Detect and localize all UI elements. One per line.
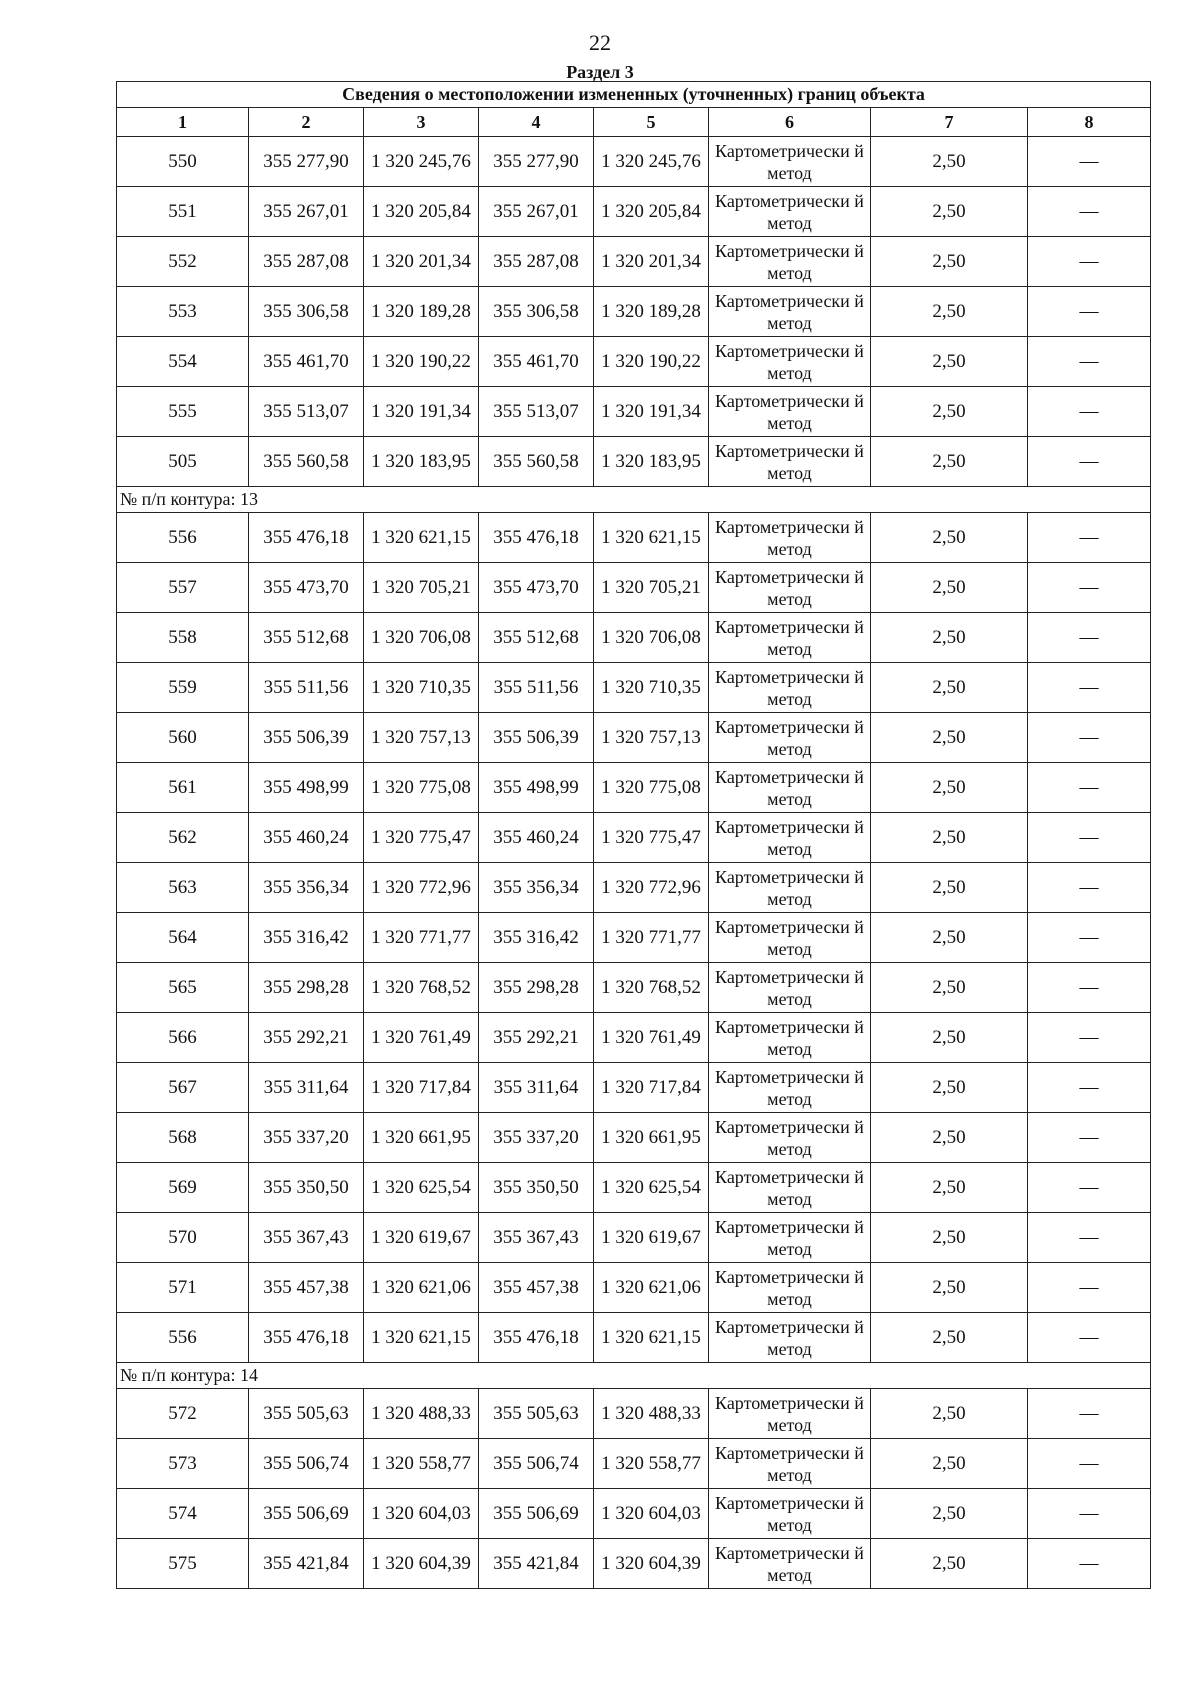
x-existing-cell: 355 513,07 bbox=[249, 387, 364, 437]
y-existing-cell: 1 320 761,49 bbox=[364, 1013, 479, 1063]
description-cell: — bbox=[1028, 763, 1151, 813]
x-new-cell: 355 476,18 bbox=[479, 1313, 594, 1363]
contour-label: № п/п контура: 14 bbox=[117, 1363, 1151, 1389]
y-new-cell: 1 320 775,47 bbox=[594, 813, 709, 863]
table-row bbox=[117, 1213, 1151, 1263]
y-new-cell: 1 320 706,08 bbox=[594, 613, 709, 663]
description-cell: — bbox=[1028, 387, 1151, 437]
description-cell: — bbox=[1028, 1439, 1151, 1489]
accuracy-cell: 2,50 bbox=[871, 513, 1028, 563]
accuracy-cell: 2,50 bbox=[871, 563, 1028, 613]
point-number-cell: 556 bbox=[117, 1313, 249, 1363]
x-existing-cell: 355 506,74 bbox=[249, 1439, 364, 1489]
column-header: 3 bbox=[364, 108, 479, 137]
y-new-cell: 1 320 558,77 bbox=[594, 1439, 709, 1489]
method-cell: Картометрически й метод bbox=[709, 663, 871, 713]
y-existing-cell: 1 320 775,08 bbox=[364, 763, 479, 813]
method-cell: Картометрически й метод bbox=[709, 813, 871, 863]
point-number-cell: 505 bbox=[117, 437, 249, 487]
x-existing-cell: 355 350,50 bbox=[249, 1163, 364, 1213]
table-row bbox=[117, 1389, 1151, 1439]
point-number-cell: 559 bbox=[117, 663, 249, 713]
y-new-cell: 1 320 604,39 bbox=[594, 1539, 709, 1589]
table-row bbox=[117, 237, 1151, 287]
table-row bbox=[117, 763, 1151, 813]
point-number-cell: 571 bbox=[117, 1263, 249, 1313]
x-new-cell: 355 506,39 bbox=[479, 713, 594, 763]
table-row bbox=[117, 863, 1151, 913]
table-row bbox=[117, 1489, 1151, 1539]
description-cell: — bbox=[1028, 437, 1151, 487]
accuracy-cell: 2,50 bbox=[871, 1313, 1028, 1363]
column-header-row bbox=[117, 108, 1151, 137]
table-caption: Сведения о местоположении измененных (уточненных) границ объекта bbox=[117, 82, 1151, 108]
point-number-cell: 563 bbox=[117, 863, 249, 913]
table-row bbox=[117, 287, 1151, 337]
point-number-cell: 558 bbox=[117, 613, 249, 663]
column-header: 2 bbox=[249, 108, 364, 137]
accuracy-cell: 2,50 bbox=[871, 863, 1028, 913]
method-cell: Картометрически й метод bbox=[709, 963, 871, 1013]
point-number-cell: 553 bbox=[117, 287, 249, 337]
y-existing-cell: 1 320 621,15 bbox=[364, 513, 479, 563]
x-new-cell: 355 473,70 bbox=[479, 563, 594, 613]
point-number-cell: 573 bbox=[117, 1439, 249, 1489]
x-existing-cell: 355 476,18 bbox=[249, 1313, 364, 1363]
description-cell: — bbox=[1028, 1389, 1151, 1439]
x-new-cell: 355 457,38 bbox=[479, 1263, 594, 1313]
point-number-cell: 552 bbox=[117, 237, 249, 287]
accuracy-cell: 2,50 bbox=[871, 387, 1028, 437]
accuracy-cell: 2,50 bbox=[871, 287, 1028, 337]
table-row bbox=[117, 913, 1151, 963]
method-cell: Картометрически й метод bbox=[709, 187, 871, 237]
table-row bbox=[117, 137, 1151, 187]
accuracy-cell: 2,50 bbox=[871, 137, 1028, 187]
x-new-cell: 355 277,90 bbox=[479, 137, 594, 187]
method-cell: Картометрически й метод bbox=[709, 913, 871, 963]
table-row bbox=[117, 1313, 1151, 1363]
y-new-cell: 1 320 771,77 bbox=[594, 913, 709, 963]
x-new-cell: 355 311,64 bbox=[479, 1063, 594, 1113]
column-header: 8 bbox=[1028, 108, 1151, 137]
x-new-cell: 355 306,58 bbox=[479, 287, 594, 337]
y-existing-cell: 1 320 661,95 bbox=[364, 1113, 479, 1163]
description-cell: — bbox=[1028, 287, 1151, 337]
y-new-cell: 1 320 191,34 bbox=[594, 387, 709, 437]
method-cell: Картометрически й метод bbox=[709, 1013, 871, 1063]
x-new-cell: 355 367,43 bbox=[479, 1213, 594, 1263]
column-header: 7 bbox=[871, 108, 1028, 137]
y-new-cell: 1 320 661,95 bbox=[594, 1113, 709, 1163]
x-existing-cell: 355 457,38 bbox=[249, 1263, 364, 1313]
y-existing-cell: 1 320 604,39 bbox=[364, 1539, 479, 1589]
method-cell: Картометрически й метод bbox=[709, 1439, 871, 1489]
method-cell: Картометрически й метод bbox=[709, 1263, 871, 1313]
y-new-cell: 1 320 761,49 bbox=[594, 1013, 709, 1063]
y-new-cell: 1 320 621,15 bbox=[594, 513, 709, 563]
table-row bbox=[117, 1439, 1151, 1489]
table-body bbox=[117, 82, 1151, 1589]
x-new-cell: 355 511,56 bbox=[479, 663, 594, 713]
table-row bbox=[117, 713, 1151, 763]
table-row bbox=[117, 187, 1151, 237]
x-existing-cell: 355 277,90 bbox=[249, 137, 364, 187]
table-row bbox=[117, 563, 1151, 613]
point-number-cell: 574 bbox=[117, 1489, 249, 1539]
description-cell: — bbox=[1028, 663, 1151, 713]
x-new-cell: 355 337,20 bbox=[479, 1113, 594, 1163]
table-row bbox=[117, 1263, 1151, 1313]
description-cell: — bbox=[1028, 613, 1151, 663]
point-number-cell: 568 bbox=[117, 1113, 249, 1163]
point-number-cell: 567 bbox=[117, 1063, 249, 1113]
y-existing-cell: 1 320 757,13 bbox=[364, 713, 479, 763]
accuracy-cell: 2,50 bbox=[871, 1113, 1028, 1163]
y-existing-cell: 1 320 625,54 bbox=[364, 1163, 479, 1213]
x-existing-cell: 355 511,56 bbox=[249, 663, 364, 713]
description-cell: — bbox=[1028, 1013, 1151, 1063]
x-new-cell: 355 350,50 bbox=[479, 1163, 594, 1213]
point-number-cell: 556 bbox=[117, 513, 249, 563]
accuracy-cell: 2,50 bbox=[871, 337, 1028, 387]
accuracy-cell: 2,50 bbox=[871, 663, 1028, 713]
point-number-cell: 561 bbox=[117, 763, 249, 813]
description-cell: — bbox=[1028, 963, 1151, 1013]
y-new-cell: 1 320 705,21 bbox=[594, 563, 709, 613]
x-existing-cell: 355 560,58 bbox=[249, 437, 364, 487]
description-cell: — bbox=[1028, 1063, 1151, 1113]
point-number-cell: 557 bbox=[117, 563, 249, 613]
point-number-cell: 572 bbox=[117, 1389, 249, 1439]
x-new-cell: 355 421,84 bbox=[479, 1539, 594, 1589]
method-cell: Картометрически й метод bbox=[709, 713, 871, 763]
x-new-cell: 355 292,21 bbox=[479, 1013, 594, 1063]
method-cell: Картометрически й метод bbox=[709, 1313, 871, 1363]
description-cell: — bbox=[1028, 1213, 1151, 1263]
table-caption-row bbox=[117, 82, 1151, 108]
description-cell: — bbox=[1028, 913, 1151, 963]
table-row bbox=[117, 437, 1151, 487]
y-new-cell: 1 320 621,06 bbox=[594, 1263, 709, 1313]
x-existing-cell: 355 461,70 bbox=[249, 337, 364, 387]
x-existing-cell: 355 506,69 bbox=[249, 1489, 364, 1539]
description-cell: — bbox=[1028, 1539, 1151, 1589]
y-new-cell: 1 320 245,76 bbox=[594, 137, 709, 187]
x-new-cell: 355 476,18 bbox=[479, 513, 594, 563]
accuracy-cell: 2,50 bbox=[871, 237, 1028, 287]
description-cell: — bbox=[1028, 1113, 1151, 1163]
y-new-cell: 1 320 488,33 bbox=[594, 1389, 709, 1439]
y-new-cell: 1 320 710,35 bbox=[594, 663, 709, 713]
point-number-cell: 565 bbox=[117, 963, 249, 1013]
table-row bbox=[117, 1063, 1151, 1113]
y-existing-cell: 1 320 558,77 bbox=[364, 1439, 479, 1489]
y-new-cell: 1 320 201,34 bbox=[594, 237, 709, 287]
description-cell: — bbox=[1028, 1163, 1151, 1213]
method-cell: Картометрически й метод bbox=[709, 1389, 871, 1439]
x-new-cell: 355 560,58 bbox=[479, 437, 594, 487]
description-cell: — bbox=[1028, 813, 1151, 863]
table-row bbox=[117, 613, 1151, 663]
point-number-cell: 562 bbox=[117, 813, 249, 863]
section-title: Раздел 3 bbox=[566, 62, 634, 82]
method-cell: Картометрически й метод bbox=[709, 1113, 871, 1163]
accuracy-cell: 2,50 bbox=[871, 187, 1028, 237]
contour-row bbox=[117, 487, 1151, 513]
accuracy-cell: 2,50 bbox=[871, 437, 1028, 487]
y-new-cell: 1 320 183,95 bbox=[594, 437, 709, 487]
description-cell: — bbox=[1028, 187, 1151, 237]
y-existing-cell: 1 320 183,95 bbox=[364, 437, 479, 487]
accuracy-cell: 2,50 bbox=[871, 1489, 1028, 1539]
table-row bbox=[117, 1539, 1151, 1589]
x-existing-cell: 355 311,64 bbox=[249, 1063, 364, 1113]
description-cell: — bbox=[1028, 713, 1151, 763]
table-row bbox=[117, 663, 1151, 713]
y-existing-cell: 1 320 706,08 bbox=[364, 613, 479, 663]
point-number-cell: 560 bbox=[117, 713, 249, 763]
table-row bbox=[117, 1013, 1151, 1063]
accuracy-cell: 2,50 bbox=[871, 813, 1028, 863]
point-number-cell: 554 bbox=[117, 337, 249, 387]
y-existing-cell: 1 320 772,96 bbox=[364, 863, 479, 913]
y-existing-cell: 1 320 205,84 bbox=[364, 187, 479, 237]
y-existing-cell: 1 320 189,28 bbox=[364, 287, 479, 337]
page-number: 22 bbox=[589, 30, 611, 55]
accuracy-cell: 2,50 bbox=[871, 1263, 1028, 1313]
method-cell: Картометрически й метод bbox=[709, 237, 871, 287]
y-new-cell: 1 320 205,84 bbox=[594, 187, 709, 237]
x-new-cell: 355 505,63 bbox=[479, 1389, 594, 1439]
contour-row bbox=[117, 1363, 1151, 1389]
y-new-cell: 1 320 189,28 bbox=[594, 287, 709, 337]
table-row bbox=[117, 337, 1151, 387]
x-new-cell: 355 356,34 bbox=[479, 863, 594, 913]
description-cell: — bbox=[1028, 237, 1151, 287]
description-cell: — bbox=[1028, 137, 1151, 187]
accuracy-cell: 2,50 bbox=[871, 913, 1028, 963]
x-existing-cell: 355 298,28 bbox=[249, 963, 364, 1013]
method-cell: Картометрически й метод bbox=[709, 387, 871, 437]
table-row bbox=[117, 813, 1151, 863]
y-new-cell: 1 320 757,13 bbox=[594, 713, 709, 763]
x-existing-cell: 355 505,63 bbox=[249, 1389, 364, 1439]
x-existing-cell: 355 476,18 bbox=[249, 513, 364, 563]
accuracy-cell: 2,50 bbox=[871, 1013, 1028, 1063]
x-existing-cell: 355 421,84 bbox=[249, 1539, 364, 1589]
coordinates-table bbox=[116, 81, 1151, 1589]
x-existing-cell: 355 306,58 bbox=[249, 287, 364, 337]
accuracy-cell: 2,50 bbox=[871, 763, 1028, 813]
table-row bbox=[117, 1163, 1151, 1213]
method-cell: Картометрически й метод bbox=[709, 863, 871, 913]
y-existing-cell: 1 320 245,76 bbox=[364, 137, 479, 187]
method-cell: Картометрически й метод bbox=[709, 1489, 871, 1539]
method-cell: Картометрически й метод bbox=[709, 763, 871, 813]
description-cell: — bbox=[1028, 513, 1151, 563]
x-existing-cell: 355 498,99 bbox=[249, 763, 364, 813]
method-cell: Картометрически й метод bbox=[709, 563, 871, 613]
y-new-cell: 1 320 621,15 bbox=[594, 1313, 709, 1363]
table-row bbox=[117, 513, 1151, 563]
x-existing-cell: 355 292,21 bbox=[249, 1013, 364, 1063]
x-existing-cell: 355 267,01 bbox=[249, 187, 364, 237]
accuracy-cell: 2,50 bbox=[871, 1389, 1028, 1439]
method-cell: Картометрически й метод bbox=[709, 287, 871, 337]
y-new-cell: 1 320 625,54 bbox=[594, 1163, 709, 1213]
description-cell: — bbox=[1028, 863, 1151, 913]
x-new-cell: 355 287,08 bbox=[479, 237, 594, 287]
column-header: 6 bbox=[709, 108, 871, 137]
x-existing-cell: 355 316,42 bbox=[249, 913, 364, 963]
x-existing-cell: 355 287,08 bbox=[249, 237, 364, 287]
x-new-cell: 355 512,68 bbox=[479, 613, 594, 663]
method-cell: Картометрически й метод bbox=[709, 337, 871, 387]
method-cell: Картометрически й метод bbox=[709, 613, 871, 663]
table-row bbox=[117, 963, 1151, 1013]
point-number-cell: 569 bbox=[117, 1163, 249, 1213]
y-existing-cell: 1 320 768,52 bbox=[364, 963, 479, 1013]
accuracy-cell: 2,50 bbox=[871, 1213, 1028, 1263]
x-new-cell: 355 506,69 bbox=[479, 1489, 594, 1539]
y-existing-cell: 1 320 705,21 bbox=[364, 563, 479, 613]
y-new-cell: 1 320 772,96 bbox=[594, 863, 709, 913]
point-number-cell: 550 bbox=[117, 137, 249, 187]
accuracy-cell: 2,50 bbox=[871, 1539, 1028, 1589]
y-existing-cell: 1 320 604,03 bbox=[364, 1489, 479, 1539]
x-new-cell: 355 316,42 bbox=[479, 913, 594, 963]
column-header: 5 bbox=[594, 108, 709, 137]
y-new-cell: 1 320 190,22 bbox=[594, 337, 709, 387]
y-existing-cell: 1 320 775,47 bbox=[364, 813, 479, 863]
point-number-cell: 555 bbox=[117, 387, 249, 437]
y-existing-cell: 1 320 717,84 bbox=[364, 1063, 479, 1113]
x-new-cell: 355 460,24 bbox=[479, 813, 594, 863]
y-existing-cell: 1 320 201,34 bbox=[364, 237, 479, 287]
x-existing-cell: 355 512,68 bbox=[249, 613, 364, 663]
point-number-cell: 575 bbox=[117, 1539, 249, 1589]
x-existing-cell: 355 356,34 bbox=[249, 863, 364, 913]
description-cell: — bbox=[1028, 1313, 1151, 1363]
x-new-cell: 355 498,99 bbox=[479, 763, 594, 813]
column-header: 1 bbox=[117, 108, 249, 137]
point-number-cell: 570 bbox=[117, 1213, 249, 1263]
x-existing-cell: 355 473,70 bbox=[249, 563, 364, 613]
table-row bbox=[117, 387, 1151, 437]
x-existing-cell: 355 367,43 bbox=[249, 1213, 364, 1263]
x-new-cell: 355 513,07 bbox=[479, 387, 594, 437]
accuracy-cell: 2,50 bbox=[871, 963, 1028, 1013]
y-new-cell: 1 320 604,03 bbox=[594, 1489, 709, 1539]
x-new-cell: 355 461,70 bbox=[479, 337, 594, 387]
table-row bbox=[117, 1113, 1151, 1163]
accuracy-cell: 2,50 bbox=[871, 1163, 1028, 1213]
method-cell: Картометрически й метод bbox=[709, 1163, 871, 1213]
description-cell: — bbox=[1028, 1489, 1151, 1539]
accuracy-cell: 2,50 bbox=[871, 613, 1028, 663]
description-cell: — bbox=[1028, 1263, 1151, 1313]
method-cell: Картометрически й метод bbox=[709, 137, 871, 187]
accuracy-cell: 2,50 bbox=[871, 1439, 1028, 1489]
method-cell: Картометрически й метод bbox=[709, 1063, 871, 1113]
y-existing-cell: 1 320 621,06 bbox=[364, 1263, 479, 1313]
point-number-cell: 551 bbox=[117, 187, 249, 237]
column-header: 4 bbox=[479, 108, 594, 137]
y-existing-cell: 1 320 771,77 bbox=[364, 913, 479, 963]
point-number-cell: 564 bbox=[117, 913, 249, 963]
y-existing-cell: 1 320 619,67 bbox=[364, 1213, 479, 1263]
accuracy-cell: 2,50 bbox=[871, 1063, 1028, 1113]
x-existing-cell: 355 337,20 bbox=[249, 1113, 364, 1163]
description-cell: — bbox=[1028, 563, 1151, 613]
x-new-cell: 355 298,28 bbox=[479, 963, 594, 1013]
method-cell: Картометрически й метод bbox=[709, 1213, 871, 1263]
y-existing-cell: 1 320 191,34 bbox=[364, 387, 479, 437]
contour-label: № п/п контура: 13 bbox=[117, 487, 1151, 513]
point-number-cell: 566 bbox=[117, 1013, 249, 1063]
y-existing-cell: 1 320 488,33 bbox=[364, 1389, 479, 1439]
y-new-cell: 1 320 717,84 bbox=[594, 1063, 709, 1113]
description-cell: — bbox=[1028, 337, 1151, 387]
method-cell: Картометрически й метод bbox=[709, 1539, 871, 1589]
x-existing-cell: 355 506,39 bbox=[249, 713, 364, 763]
y-new-cell: 1 320 619,67 bbox=[594, 1213, 709, 1263]
accuracy-cell: 2,50 bbox=[871, 713, 1028, 763]
y-existing-cell: 1 320 621,15 bbox=[364, 1313, 479, 1363]
method-cell: Картометрически й метод bbox=[709, 437, 871, 487]
y-new-cell: 1 320 775,08 bbox=[594, 763, 709, 813]
y-new-cell: 1 320 768,52 bbox=[594, 963, 709, 1013]
y-existing-cell: 1 320 190,22 bbox=[364, 337, 479, 387]
x-new-cell: 355 506,74 bbox=[479, 1439, 594, 1489]
y-existing-cell: 1 320 710,35 bbox=[364, 663, 479, 713]
x-existing-cell: 355 460,24 bbox=[249, 813, 364, 863]
method-cell: Картометрически й метод bbox=[709, 513, 871, 563]
x-new-cell: 355 267,01 bbox=[479, 187, 594, 237]
